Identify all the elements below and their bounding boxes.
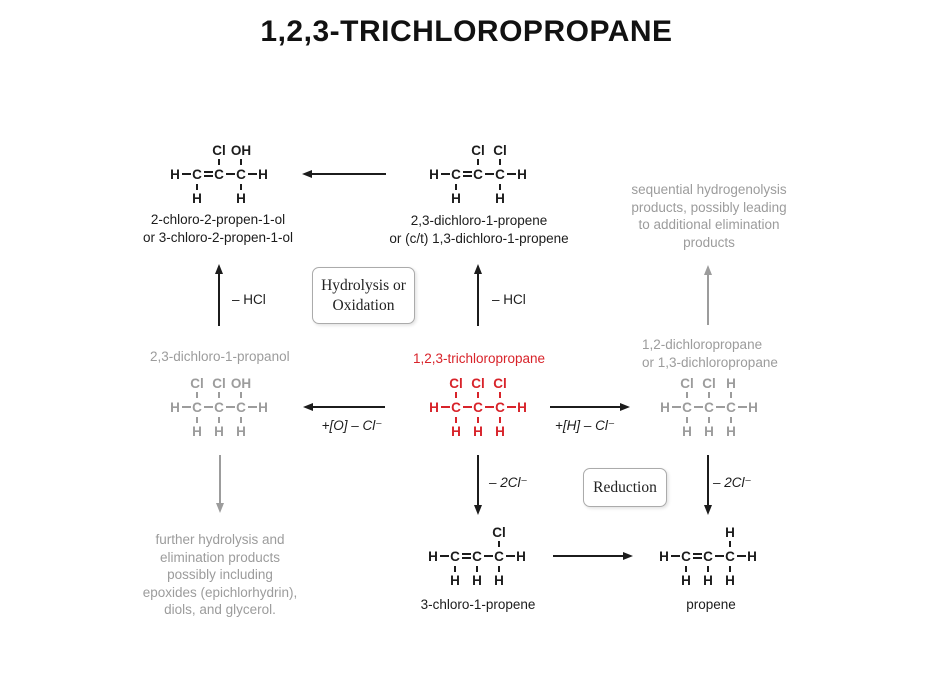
molecule-chloropropene: [427, 524, 527, 588]
chain-atom: H: [170, 166, 180, 182]
vertical-bond: [680, 565, 692, 572]
vertical-bond: [724, 565, 736, 572]
chain-atom: C: [726, 399, 736, 415]
chain-bond: [440, 398, 450, 416]
substituent-atom: H: [725, 524, 735, 540]
molecule-dichloropropanol: [169, 375, 269, 439]
substituent-atom: H: [704, 423, 714, 439]
caption-propene: [686, 596, 736, 614]
caption-dichloropropane-line: 1,2-dichloropropane: [642, 337, 763, 352]
vertical-bond: [235, 183, 247, 190]
chain-atom: H: [660, 399, 670, 415]
hydrolysis-oxidation-box-line: Hydrolysis or: [321, 276, 406, 294]
chain-bond: [462, 398, 472, 416]
caption-dichloropropane: [642, 336, 778, 371]
caption-dichloropropene: [389, 212, 568, 247]
chain-atom: C: [725, 548, 735, 564]
chain-atom: C: [494, 548, 504, 564]
chain-bond: [483, 547, 493, 565]
caption-dichloropropanol-line: 2,3-dichloro-1-propanol: [150, 349, 290, 364]
substituent-atom: H: [682, 423, 692, 439]
vertical-bond: [494, 158, 506, 165]
caption-propene-line: propene: [686, 597, 736, 612]
chain-bond: [484, 398, 494, 416]
caption-dichloropropene-line: 2,3-dichloro-1-propene: [410, 213, 548, 228]
caption-dichloropropanol: [150, 348, 290, 366]
note-hydrogenolysis-line: products: [683, 234, 735, 250]
chain-bond: [714, 547, 724, 565]
label-minus-2cl-mid: [489, 474, 528, 492]
molecule-dichloropropane: [659, 375, 759, 439]
label-minus-2cl-mid-line: – 2Cl⁻: [489, 475, 528, 490]
reduction-box-line: Reduction: [593, 478, 657, 496]
label-plus-h-minus-cl: [555, 417, 615, 435]
arrow-down-2cl-right: [703, 455, 713, 515]
chain-bond: [203, 398, 213, 416]
chain-atom: C: [473, 166, 483, 182]
substituent-atom: H: [473, 423, 483, 439]
molecule-propene: [658, 524, 758, 588]
caption-trichloropropane: [413, 350, 545, 368]
chain-atom: H: [748, 399, 758, 415]
vertical-bond: [235, 391, 247, 398]
chain-atom: H: [429, 166, 439, 182]
substituent-atom: H: [726, 423, 736, 439]
note-hydrolysis-products-line: possibly including: [167, 567, 273, 582]
vertical-bond: [191, 391, 203, 398]
substituent-atom: H: [214, 423, 224, 439]
substituent-atom: H: [681, 572, 691, 588]
molecule-trichloropropane: [428, 375, 528, 439]
substituent-atom: OH: [230, 375, 252, 391]
chain-bond: [462, 165, 472, 183]
chain-atom: H: [517, 399, 527, 415]
chain-atom: H: [258, 399, 268, 415]
chain-atom: H: [429, 399, 439, 415]
arrow-to-chloropropenol: [302, 169, 386, 179]
chain-bond: [506, 398, 516, 416]
chain-bond: [225, 398, 235, 416]
substituent-atom: H: [236, 190, 246, 206]
vertical-bond: [681, 416, 693, 423]
vertical-bond: [493, 540, 505, 547]
caption-chloropropene-line: 3-chloro-1-propene: [420, 597, 536, 612]
label-plus-o-minus-cl-line: +[O] – Cl⁻: [321, 418, 383, 433]
vertical-bond: [191, 416, 203, 423]
vertical-bond: [449, 565, 461, 572]
arrow-up-from-propanol: [214, 264, 224, 326]
substituent-atom: Cl: [449, 375, 463, 391]
vertical-bond: [450, 391, 462, 398]
substituent-atom: H: [726, 375, 736, 391]
vertical-bond: [494, 391, 506, 398]
label-plus-o-minus-cl: [322, 417, 383, 435]
chain-bond: [692, 547, 702, 565]
note-hydrolysis-products: [143, 531, 298, 619]
vertical-bond: [724, 540, 736, 547]
substituent-atom: Cl: [471, 375, 485, 391]
chain-atom: C: [451, 166, 461, 182]
substituent-atom: Cl: [493, 375, 507, 391]
chain-atom: H: [659, 548, 669, 564]
chain-atom: H: [516, 548, 526, 564]
substituent-atom: H: [451, 190, 461, 206]
chain-atom: C: [704, 399, 714, 415]
chain-atom: H: [517, 166, 527, 182]
page-title: 1,2,3-TRICHLOROPROPANE: [260, 15, 673, 48]
substituent-atom: H: [450, 572, 460, 588]
chain-bond: [440, 165, 450, 183]
note-hydrogenolysis-line: to additional elimination: [638, 217, 780, 232]
label-minus-2cl-right: [713, 474, 752, 492]
caption-chloropropenol-line: or 3-chloro-2-propen-1-ol: [142, 229, 294, 245]
chain-bond: [247, 398, 257, 416]
vertical-bond: [725, 416, 737, 423]
chain-bond: [484, 165, 494, 183]
vertical-bond: [703, 416, 715, 423]
vertical-bond: [702, 565, 714, 572]
vertical-bond: [681, 391, 693, 398]
vertical-bond: [471, 565, 483, 572]
chain-bond: [247, 165, 257, 183]
chain-bond: [181, 165, 191, 183]
vertical-bond: [213, 391, 225, 398]
arrow-right-reduction: [550, 402, 630, 412]
arrow-down-hydrolysis: [215, 455, 225, 513]
chain-atom: C: [214, 166, 224, 182]
vertical-bond: [472, 158, 484, 165]
substituent-atom: H: [725, 572, 735, 588]
vertical-bond: [493, 565, 505, 572]
arrow-up-from-trichloropropane: [473, 264, 483, 326]
vertical-bond: [450, 183, 462, 190]
substituent-atom: Cl: [702, 375, 716, 391]
chain-atom: C: [192, 399, 202, 415]
substituent-atom: H: [192, 190, 202, 206]
substituent-atom: Cl: [492, 524, 506, 540]
label-minus-hcl-mid-line: – HCl: [492, 292, 526, 307]
arrow-up-from-dichloropropane: [703, 265, 713, 325]
chain-atom: C: [703, 548, 713, 564]
substituent-atom: H: [472, 572, 482, 588]
chain-atom: C: [192, 166, 202, 182]
chain-atom: C: [495, 166, 505, 182]
arrow-down-2cl-mid: [473, 455, 483, 515]
arrow-to-propene: [553, 551, 633, 561]
reduction-box: [583, 468, 667, 507]
chain-atom: C: [473, 399, 483, 415]
substituent-atom: Cl: [212, 142, 226, 158]
arrow-left-oxidation: [303, 402, 385, 412]
substituent-atom: OH: [230, 142, 252, 158]
chain-bond: [439, 547, 449, 565]
substituent-atom: H: [495, 423, 505, 439]
substituent-atom: H: [703, 572, 713, 588]
caption-dichloropropane-line: or 1,3-dichloropropane: [642, 354, 778, 370]
chain-bond: [181, 398, 191, 416]
vertical-bond: [213, 158, 225, 165]
substituent-atom: Cl: [212, 375, 226, 391]
chain-atom: C: [214, 399, 224, 415]
note-hydrogenolysis-line: sequential hydrogenolysis: [631, 182, 787, 197]
chain-atom: C: [472, 548, 482, 564]
note-hydrolysis-products-line: elimination products: [159, 549, 281, 565]
substituent-atom: H: [451, 423, 461, 439]
vertical-bond: [494, 183, 506, 190]
chain-atom: H: [258, 166, 268, 182]
chain-bond: [203, 165, 213, 183]
substituent-atom: Cl: [493, 142, 507, 158]
molecule-chloropropenol: [169, 142, 269, 206]
chain-atom: C: [450, 548, 460, 564]
label-plus-h-minus-cl-line: +[H] – Cl⁻: [554, 418, 616, 433]
substituent-atom: H: [495, 190, 505, 206]
chain-bond: [461, 547, 471, 565]
label-minus-hcl-mid: [492, 291, 526, 309]
chain-atom: C: [681, 548, 691, 564]
chain-atom: C: [495, 399, 505, 415]
chain-bond: [693, 398, 703, 416]
caption-dichloropropene-line: or (c/t) 1,3-dichloro-1-propene: [389, 230, 569, 246]
chain-bond: [736, 547, 746, 565]
hydrolysis-oxidation-box-line: Oxidation: [332, 296, 395, 314]
vertical-bond: [191, 183, 203, 190]
chain-atom: C: [682, 399, 692, 415]
chain-bond: [670, 547, 680, 565]
vertical-bond: [725, 391, 737, 398]
note-hydrogenolysis: [631, 181, 786, 251]
vertical-bond: [235, 158, 247, 165]
label-minus-2cl-right-line: – 2Cl⁻: [713, 475, 752, 490]
chain-atom: C: [236, 166, 246, 182]
substituent-atom: Cl: [471, 142, 485, 158]
vertical-bond: [213, 416, 225, 423]
note-hydrogenolysis-line: products, possibly leading: [631, 199, 787, 215]
label-minus-hcl-left-line: – HCl: [232, 292, 266, 307]
hydrolysis-oxidation-box: [312, 267, 415, 324]
caption-chloropropenol: [143, 211, 293, 246]
vertical-bond: [703, 391, 715, 398]
caption-trichloropropane-line: 1,2,3-trichloropropane: [412, 351, 546, 366]
caption-chloropropene: [421, 596, 536, 614]
caption-chloropropenol-line: 2-chloro-2-propen-1-ol: [150, 212, 286, 227]
vertical-bond: [494, 416, 506, 423]
substituent-atom: H: [192, 423, 202, 439]
chain-atom: H: [747, 548, 757, 564]
vertical-bond: [450, 416, 462, 423]
note-hydrolysis-products-line: further hydrolysis and: [155, 532, 285, 547]
label-minus-hcl-left: [232, 291, 266, 309]
substituent-atom: Cl: [680, 375, 694, 391]
vertical-bond: [472, 416, 484, 423]
chain-bond: [225, 165, 235, 183]
vertical-bond: [472, 391, 484, 398]
molecule-dichloropropene: [428, 142, 528, 206]
substituent-atom: Cl: [190, 375, 204, 391]
chain-bond: [505, 547, 515, 565]
note-hydrolysis-products-line: diols, and glycerol.: [164, 602, 276, 617]
chain-bond: [671, 398, 681, 416]
note-hydrolysis-products-line: epoxides (epichlorhydrin),: [142, 584, 298, 600]
chain-bond: [715, 398, 725, 416]
chain-atom: C: [451, 399, 461, 415]
chain-bond: [506, 165, 516, 183]
substituent-atom: H: [494, 572, 504, 588]
chain-atom: H: [170, 399, 180, 415]
chain-bond: [737, 398, 747, 416]
chain-atom: H: [428, 548, 438, 564]
substituent-atom: H: [236, 423, 246, 439]
chain-atom: C: [236, 399, 246, 415]
vertical-bond: [235, 416, 247, 423]
